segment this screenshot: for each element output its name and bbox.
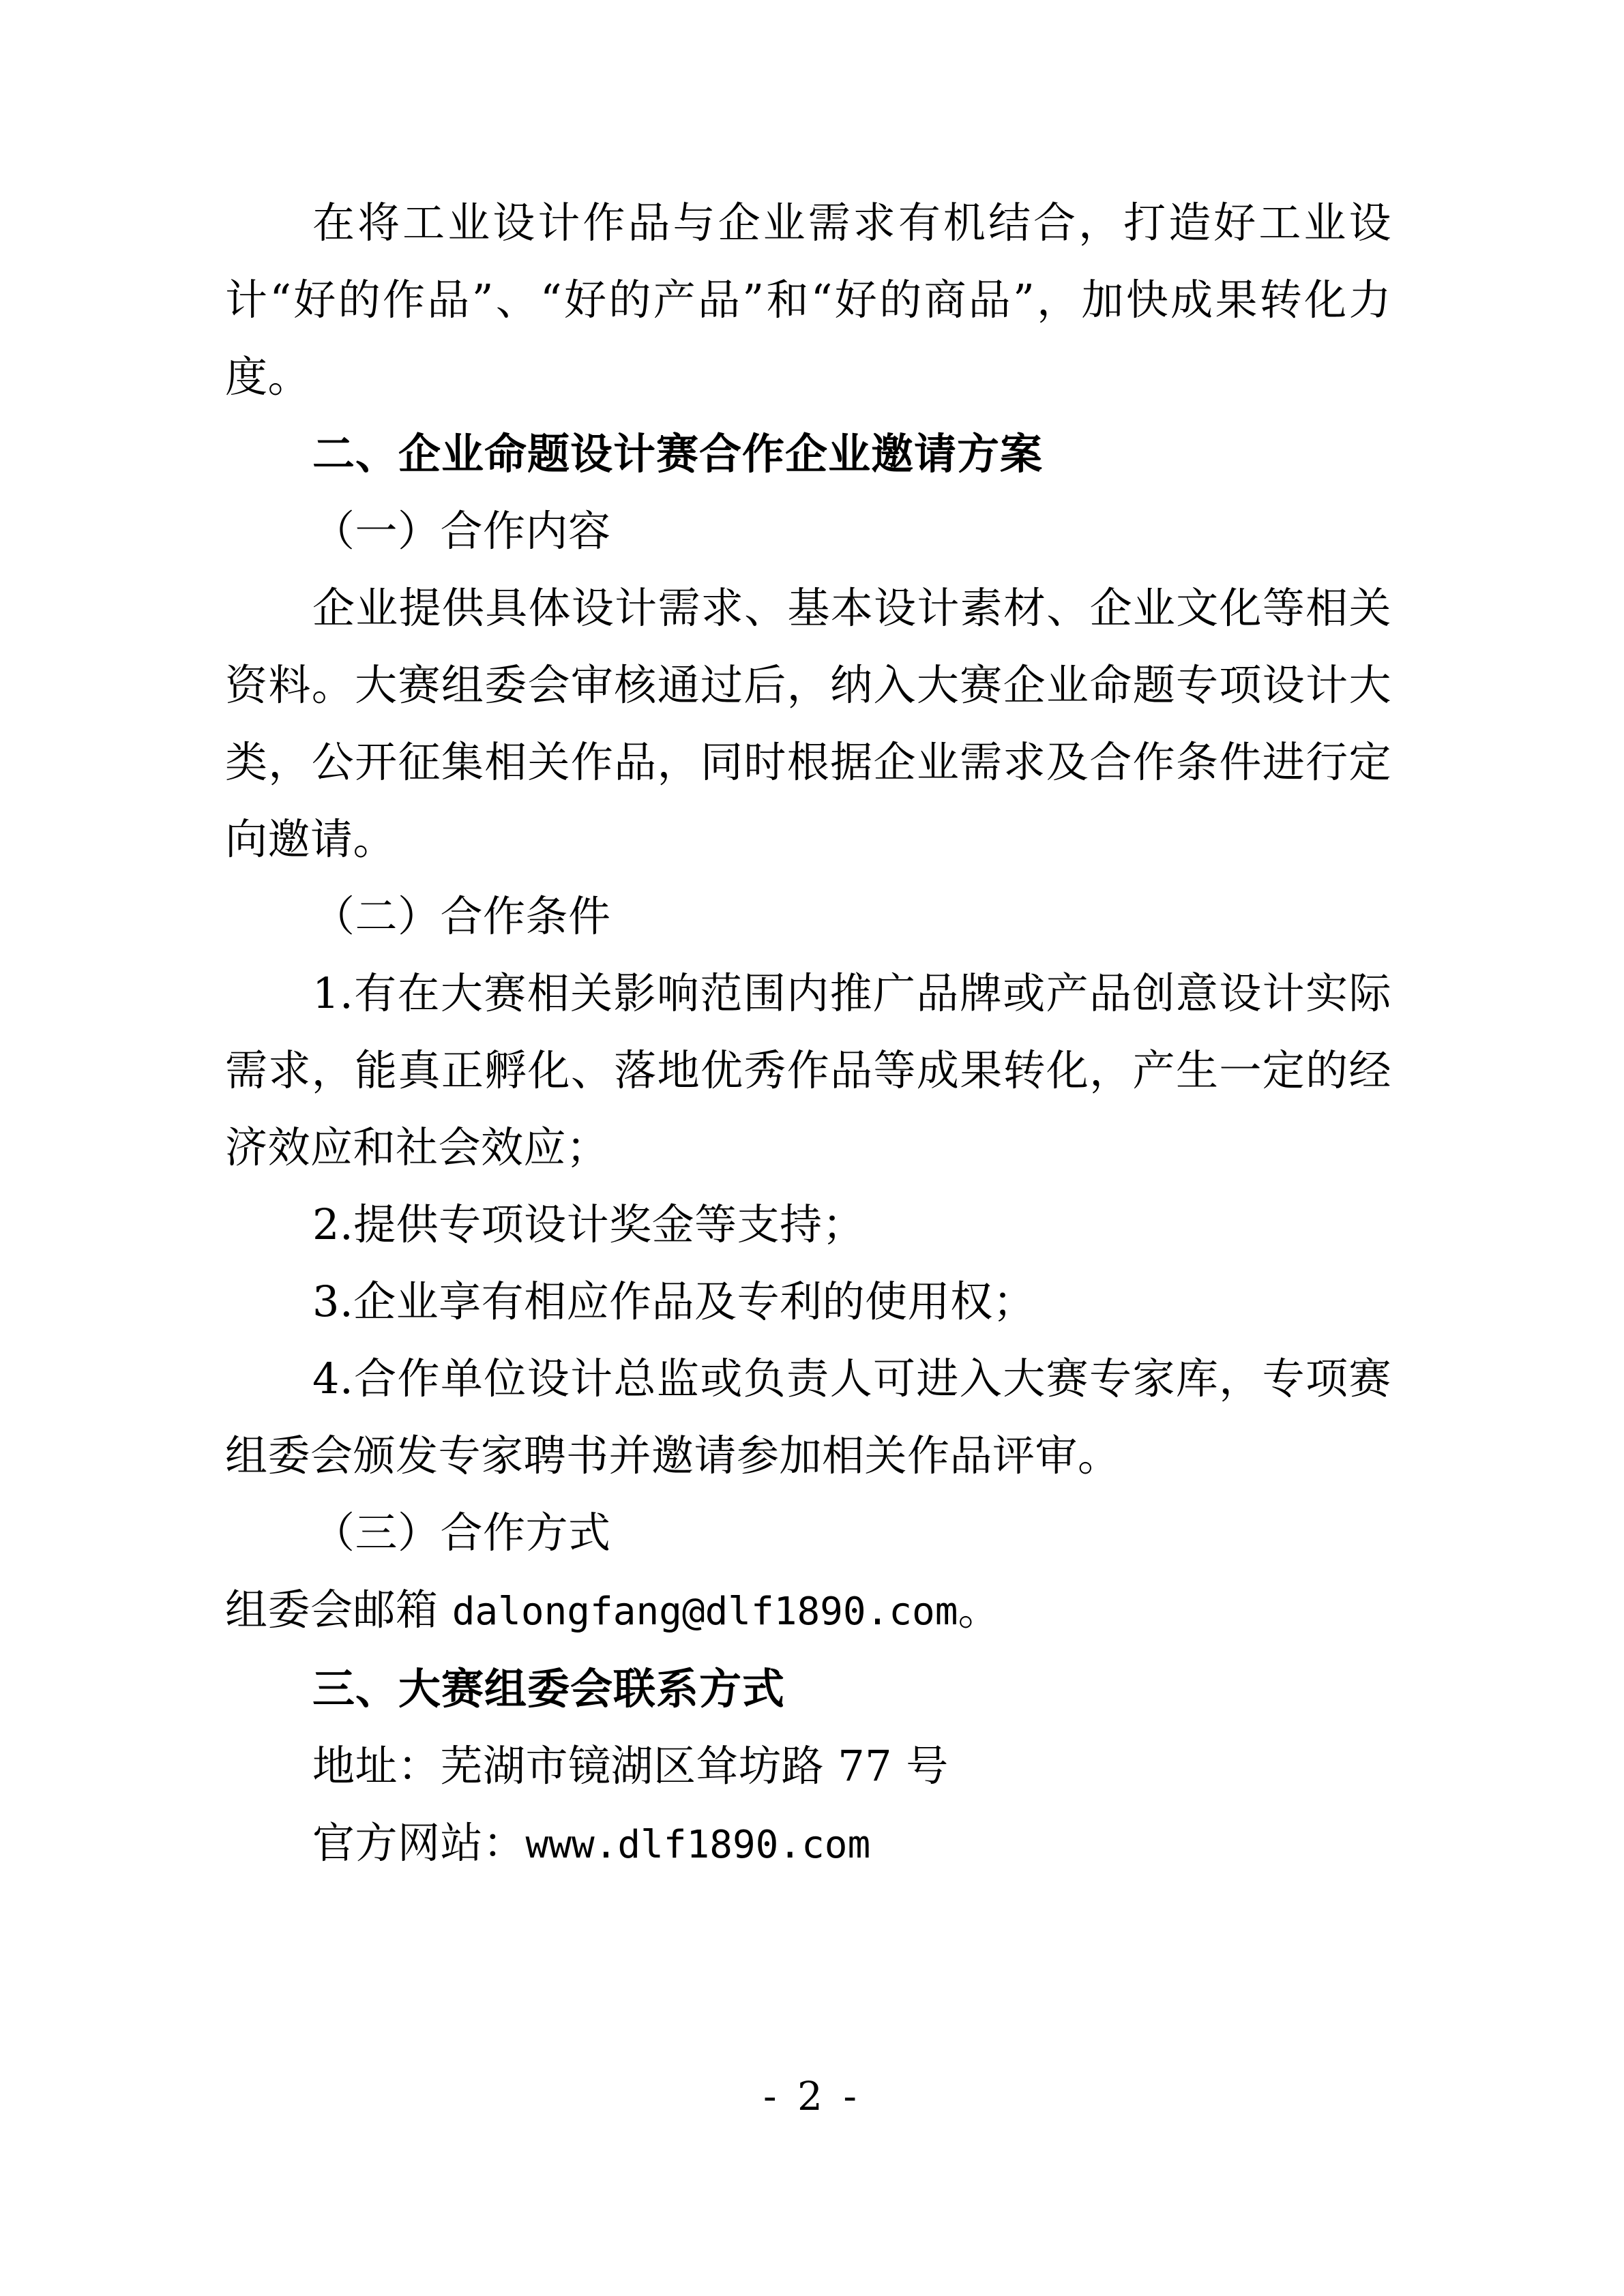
- condition-item-4: 4.合作单位设计总监或负责人可进入大赛专家库，专项赛组委会颁发专家聘书并邀请参加相关作品评审。: [225, 1354, 1391, 1480]
- website-label: 官方网站：: [312, 1818, 526, 1868]
- subsection-three-title: （三）合作方式: [312, 1508, 611, 1557]
- email-label: 组委会邮箱: [225, 1585, 452, 1635]
- contact-website-line: [225, 1804, 1391, 1883]
- subsection-one-title: （一）合作内容: [312, 506, 611, 556]
- section-heading-two: 二、企业命题设计赛合作企业邀请方案: [312, 429, 1044, 479]
- condition-item-3: 3.企业享有相应作品及专利的使用权；: [312, 1277, 1036, 1326]
- paragraph-email-line: [225, 1571, 1391, 1650]
- condition-item-1: 1.有在大赛相关影响范围内推广品牌或产品创意设计实际需求，能真正孵化、落地优秀作品等成果转化，产生一定的经济效应和社会效应；: [225, 968, 1391, 1172]
- paragraph-cooperation-content: 企业提供具体设计需求、基本设计素材、企业文化等相关资料。大赛组委会审核通过后，纳入大赛企业命题专项设计大类，公开征集相关作品，同时根据企业需求及合作条件进行定向邀请。: [225, 583, 1391, 864]
- contact-address: 地址：芜湖市镜湖区耸坊路 77 号: [312, 1741, 949, 1791]
- email-suffix: 。: [958, 1585, 1001, 1635]
- website-url: www.dlf1890.com: [525, 1823, 871, 1867]
- subsection-two-title: （二）合作条件: [312, 891, 611, 941]
- email-address: dalongfang@dlf1890.com: [452, 1590, 958, 1634]
- condition-item-2: 2.提供专项设计奖金等支持；: [312, 1199, 866, 1249]
- document-body: [225, 184, 1391, 1883]
- page-number: - 2 -: [763, 2073, 861, 2119]
- paragraph-intro: 在将工业设计作品与企业需求有机结合，打造好工业设计“好的作品”、“好的产品”和“好的商品”，加快成果转化力度。: [225, 198, 1391, 402]
- section-heading-three: 三、大赛组委会联系方式: [312, 1664, 786, 1714]
